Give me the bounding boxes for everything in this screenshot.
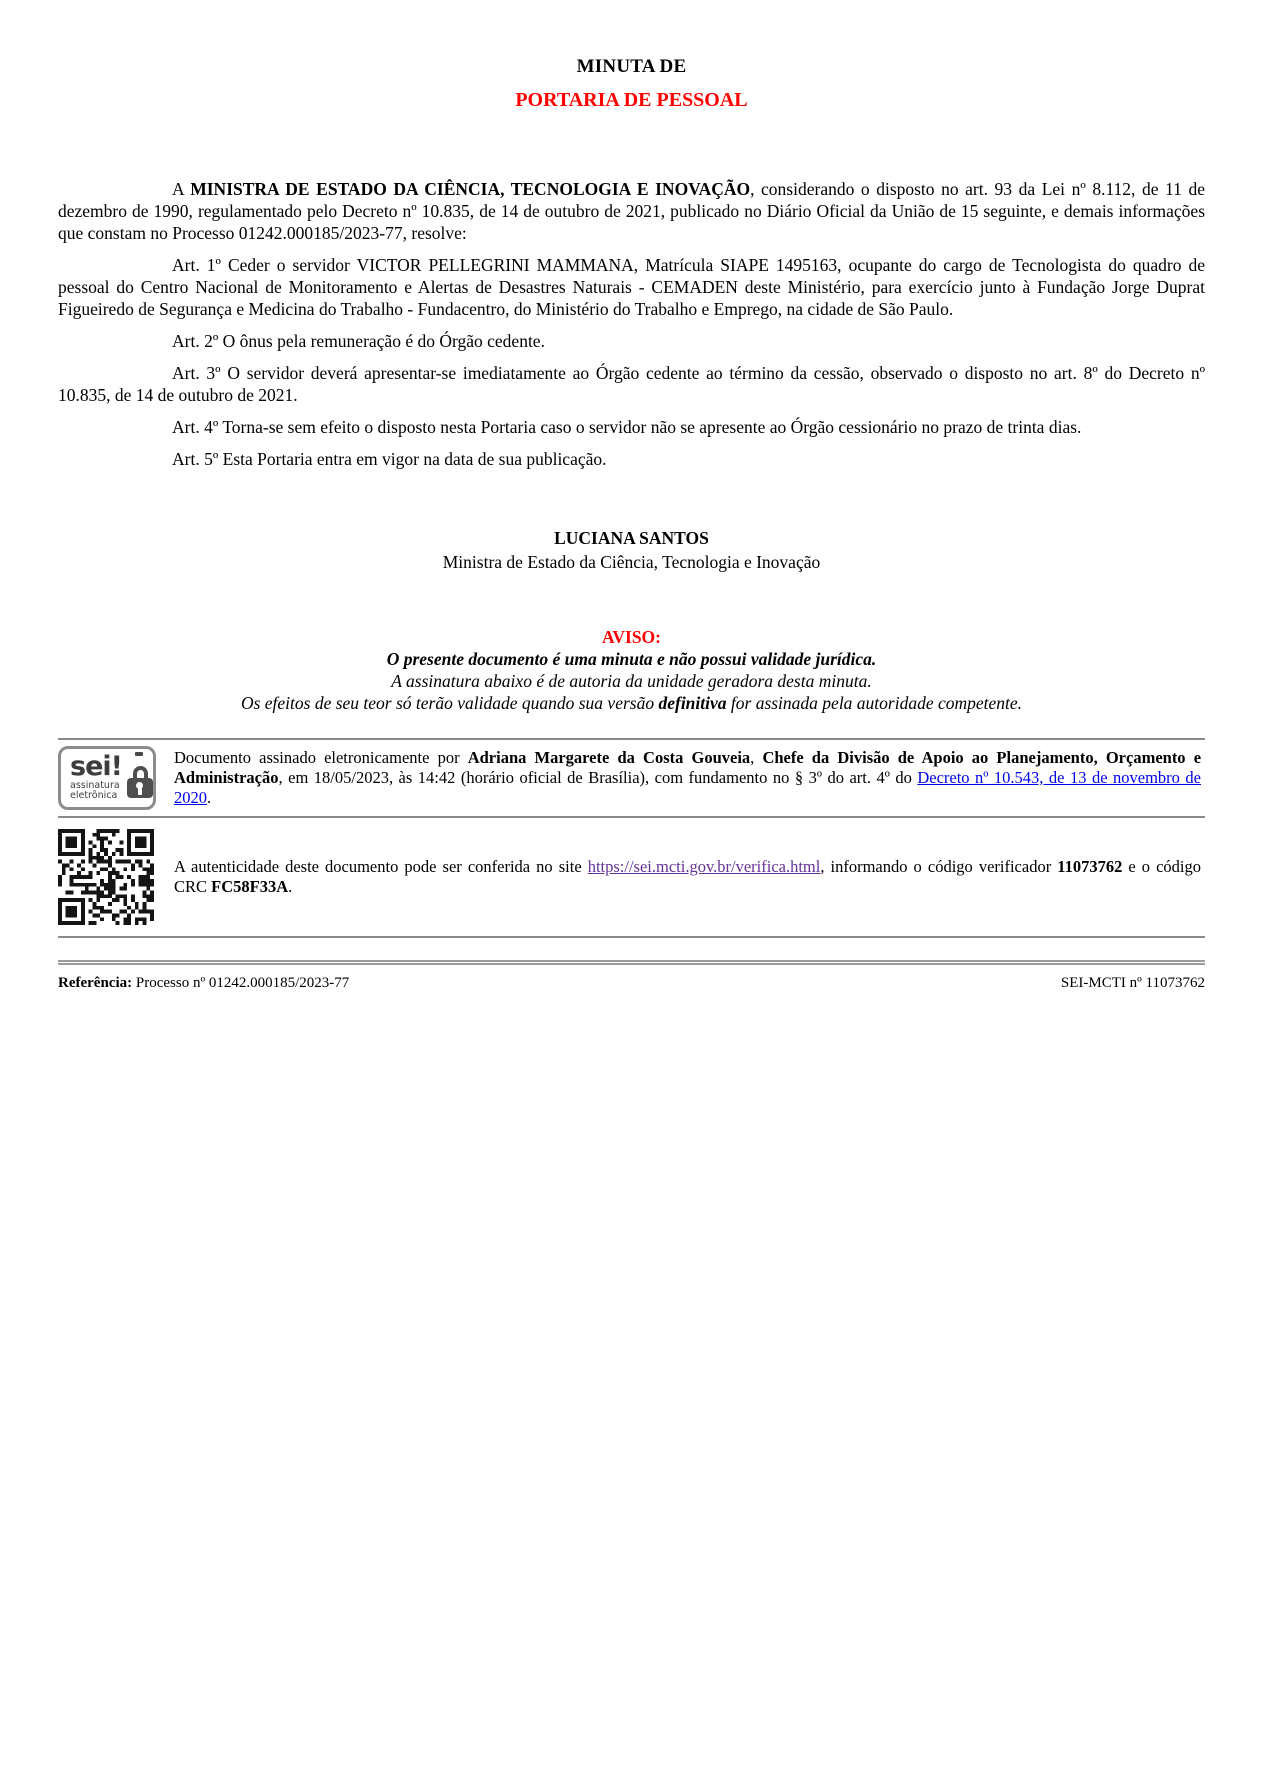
aviso-line-2: A assinatura abaixo é de autoria da unidade geradora desta minuta.: [391, 671, 872, 691]
reference-value: Processo nº 01242.000185/2023-77: [132, 975, 350, 991]
document-subtitle: PORTARIA DE PESSOAL: [515, 89, 748, 111]
intro-paragraph: [58, 178, 1205, 244]
sei-logo: [58, 746, 156, 810]
aviso-block: [58, 626, 1205, 714]
signer-role: Chefe da Divisão de Apoio ao Planejamento, Orçamento e Administração: [174, 748, 1202, 787]
signatory-name: LUCIANA SANTOS: [554, 528, 709, 548]
sei-document-number: SEI-MCTI nº 11073762: [1060, 975, 1205, 991]
aviso-line-3: [58, 692, 1205, 714]
aviso-line-3-prefix: Os efeitos de seu teor só terão validade quando sua versão: [240, 693, 659, 713]
ministry-name: MINISTRA DE ESTADO DA CIÊNCIA, TECNOLOGIA E INOVAÇÃO: [190, 179, 751, 199]
footer: [58, 974, 1205, 993]
aviso-title: AVISO:: [601, 627, 661, 647]
aviso-line-3-suffix: for assinada pela autoridade competente.: [726, 693, 1023, 713]
padlock-icon: [127, 766, 154, 798]
article-paragraph-1: Art. 1º Ceder o servidor VICTOR PELLEGRINI MAMMANA, Matrícula SIAPE 1495163, ocupante do cargo de Tecnologista do quadro de pessoal do Centro Nacional de Monitoramento e Alertas de Desastres Naturais - CEMADEN deste Ministério, para exercício junto à Fundação Jorge Duprat Figueiredo de Segurança e Medicina do Trabalho - Fundacentro, do Ministério do Trabalho e Emprego, na cidade de São Paulo.: [58, 255, 1205, 319]
decree-link[interactable]: Decreto nº 10.543, de 13 de novembro de 2020: [174, 768, 1201, 807]
signatory-block: [58, 526, 1205, 574]
signer-name: Adriana Margarete da Costa Gouveia: [467, 748, 751, 767]
article-paragraph-5: Art. 5º Esta Portaria entra em vigor na data de sua publicação.: [172, 449, 607, 469]
article-paragraph-2: Art. 2º O ônus pela remuneração é do Órgão cedente.: [172, 331, 545, 351]
signatory-role: Ministra de Estado da Ciência, Tecnologia e Inovação: [442, 552, 821, 572]
intro-rest: , considerando o disposto no art. 93 da Lei nº 8.112, de 11 de dezembro de 1990, regulamentado pelo Decreto nº 10.835, de 14 de outubro de 2021, publicado no Diário Oficial da União de 15 seguinte, e demais informações que constam no Processo 01242.000185/2023-77, resolve:: [58, 179, 1205, 243]
crc-code: FC58F33A: [211, 877, 289, 896]
signature-table: [58, 738, 1205, 938]
document-title: MINUTA DE: [576, 56, 687, 77]
reference-label: Referência:: [58, 975, 133, 991]
footer-separator: [58, 960, 1205, 965]
footer-reference: [58, 974, 349, 993]
verification-row: [58, 818, 1205, 936]
sei-caption: assinatura eletrônica: [70, 779, 120, 801]
aviso-line-3-bold: definitiva: [658, 693, 727, 713]
article-paragraph-3: Art. 3º O servidor deverá apresentar-se imediatamente ao Órgão cedente ao término da cessão, observado o disposto no art. 8º do Decreto nº 10.835, de 14 de outubro de 2021.: [58, 363, 1205, 405]
qr-code: [58, 829, 154, 925]
signature-statement: Documento assinado eletronicamente por Adriana Margarete da Costa Gouveia, Chefe da Divisão de Apoio ao Planejamento, Orçamento e Administração, em 18/05/2023, às 14:42 (horário oficial de Brasília), com fundamento no § 3º do art. 4º do Decreto nº 10.543, de 13 de novembro de 2020.: [174, 748, 1202, 807]
article-paragraph-4: Art. 4º Torna-se sem efeito o disposto nesta Portaria caso o servidor não se apresente ao Órgão cessionário no prazo de trinta dias.: [172, 417, 1082, 437]
sei-logo-cursor-mark: [135, 752, 143, 756]
electronic-signature-row: [58, 740, 1205, 818]
verification-link[interactable]: https://sei.mcti.gov.br/verifica.html: [587, 857, 821, 876]
verifier-code: 11073762: [1057, 857, 1123, 876]
aviso-line-1: O presente documento é uma minuta e não possui validade jurídica.: [386, 649, 877, 669]
intro-prefix: A: [172, 179, 191, 199]
verification-statement: A autenticidade deste documento pode ser conferida no site https://sei.mcti.gov.br/verifica.html, informando o código verificador 11073762 e o código CRC FC58F33A.: [174, 857, 1202, 896]
sei-brand: sei!: [70, 750, 122, 782]
